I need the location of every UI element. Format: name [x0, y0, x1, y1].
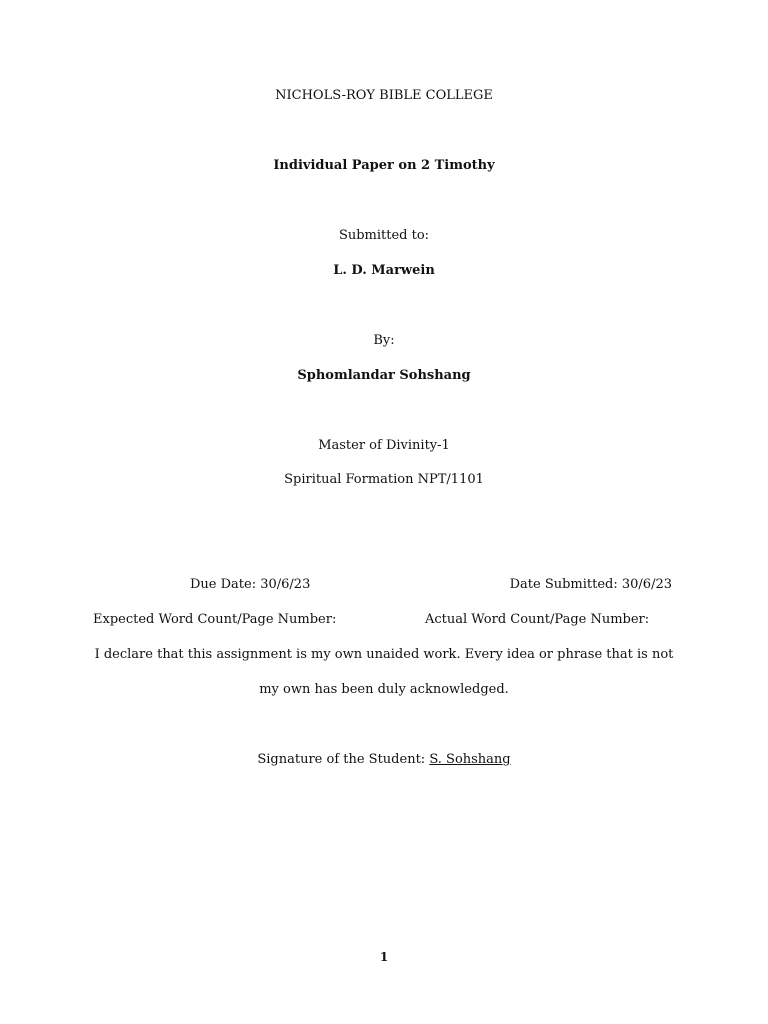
course-name: Spiritual Formation NPT/1101 [284, 472, 484, 487]
signature-line [0, 751, 768, 769]
submitted-to-name: L. D. Marwein [333, 263, 435, 278]
author-name: Sphomlandar Sohshang [297, 368, 471, 383]
due-date: Due Date: 30/6/23 [190, 577, 311, 592]
signature-value: S. Sohshang [429, 752, 511, 767]
declaration-line-1: I declare that this assignment is my own unaided work. Every idea or phrase that is not [94, 647, 674, 662]
actual-word-count: Actual Word Count/Page Number: [425, 612, 650, 627]
submitted-to-label: Submitted to: [338, 228, 430, 243]
signature-label: Signature of the Student: [257, 752, 426, 767]
paper-title: Individual Paper on 2 Timothy [273, 158, 495, 173]
page-number: 1 [379, 950, 389, 964]
expected-word-count: Expected Word Count/Page Number: [93, 612, 337, 627]
college-name: NICHOLS-ROY BIBLE COLLEGE [275, 88, 493, 103]
declaration-line-2: my own has been duly acknowledged. [259, 682, 509, 697]
by-label: By: [373, 333, 395, 348]
program-name: Master of Divinity-1 [318, 438, 450, 453]
date-submitted: Date Submitted: 30/6/23 [509, 577, 672, 592]
